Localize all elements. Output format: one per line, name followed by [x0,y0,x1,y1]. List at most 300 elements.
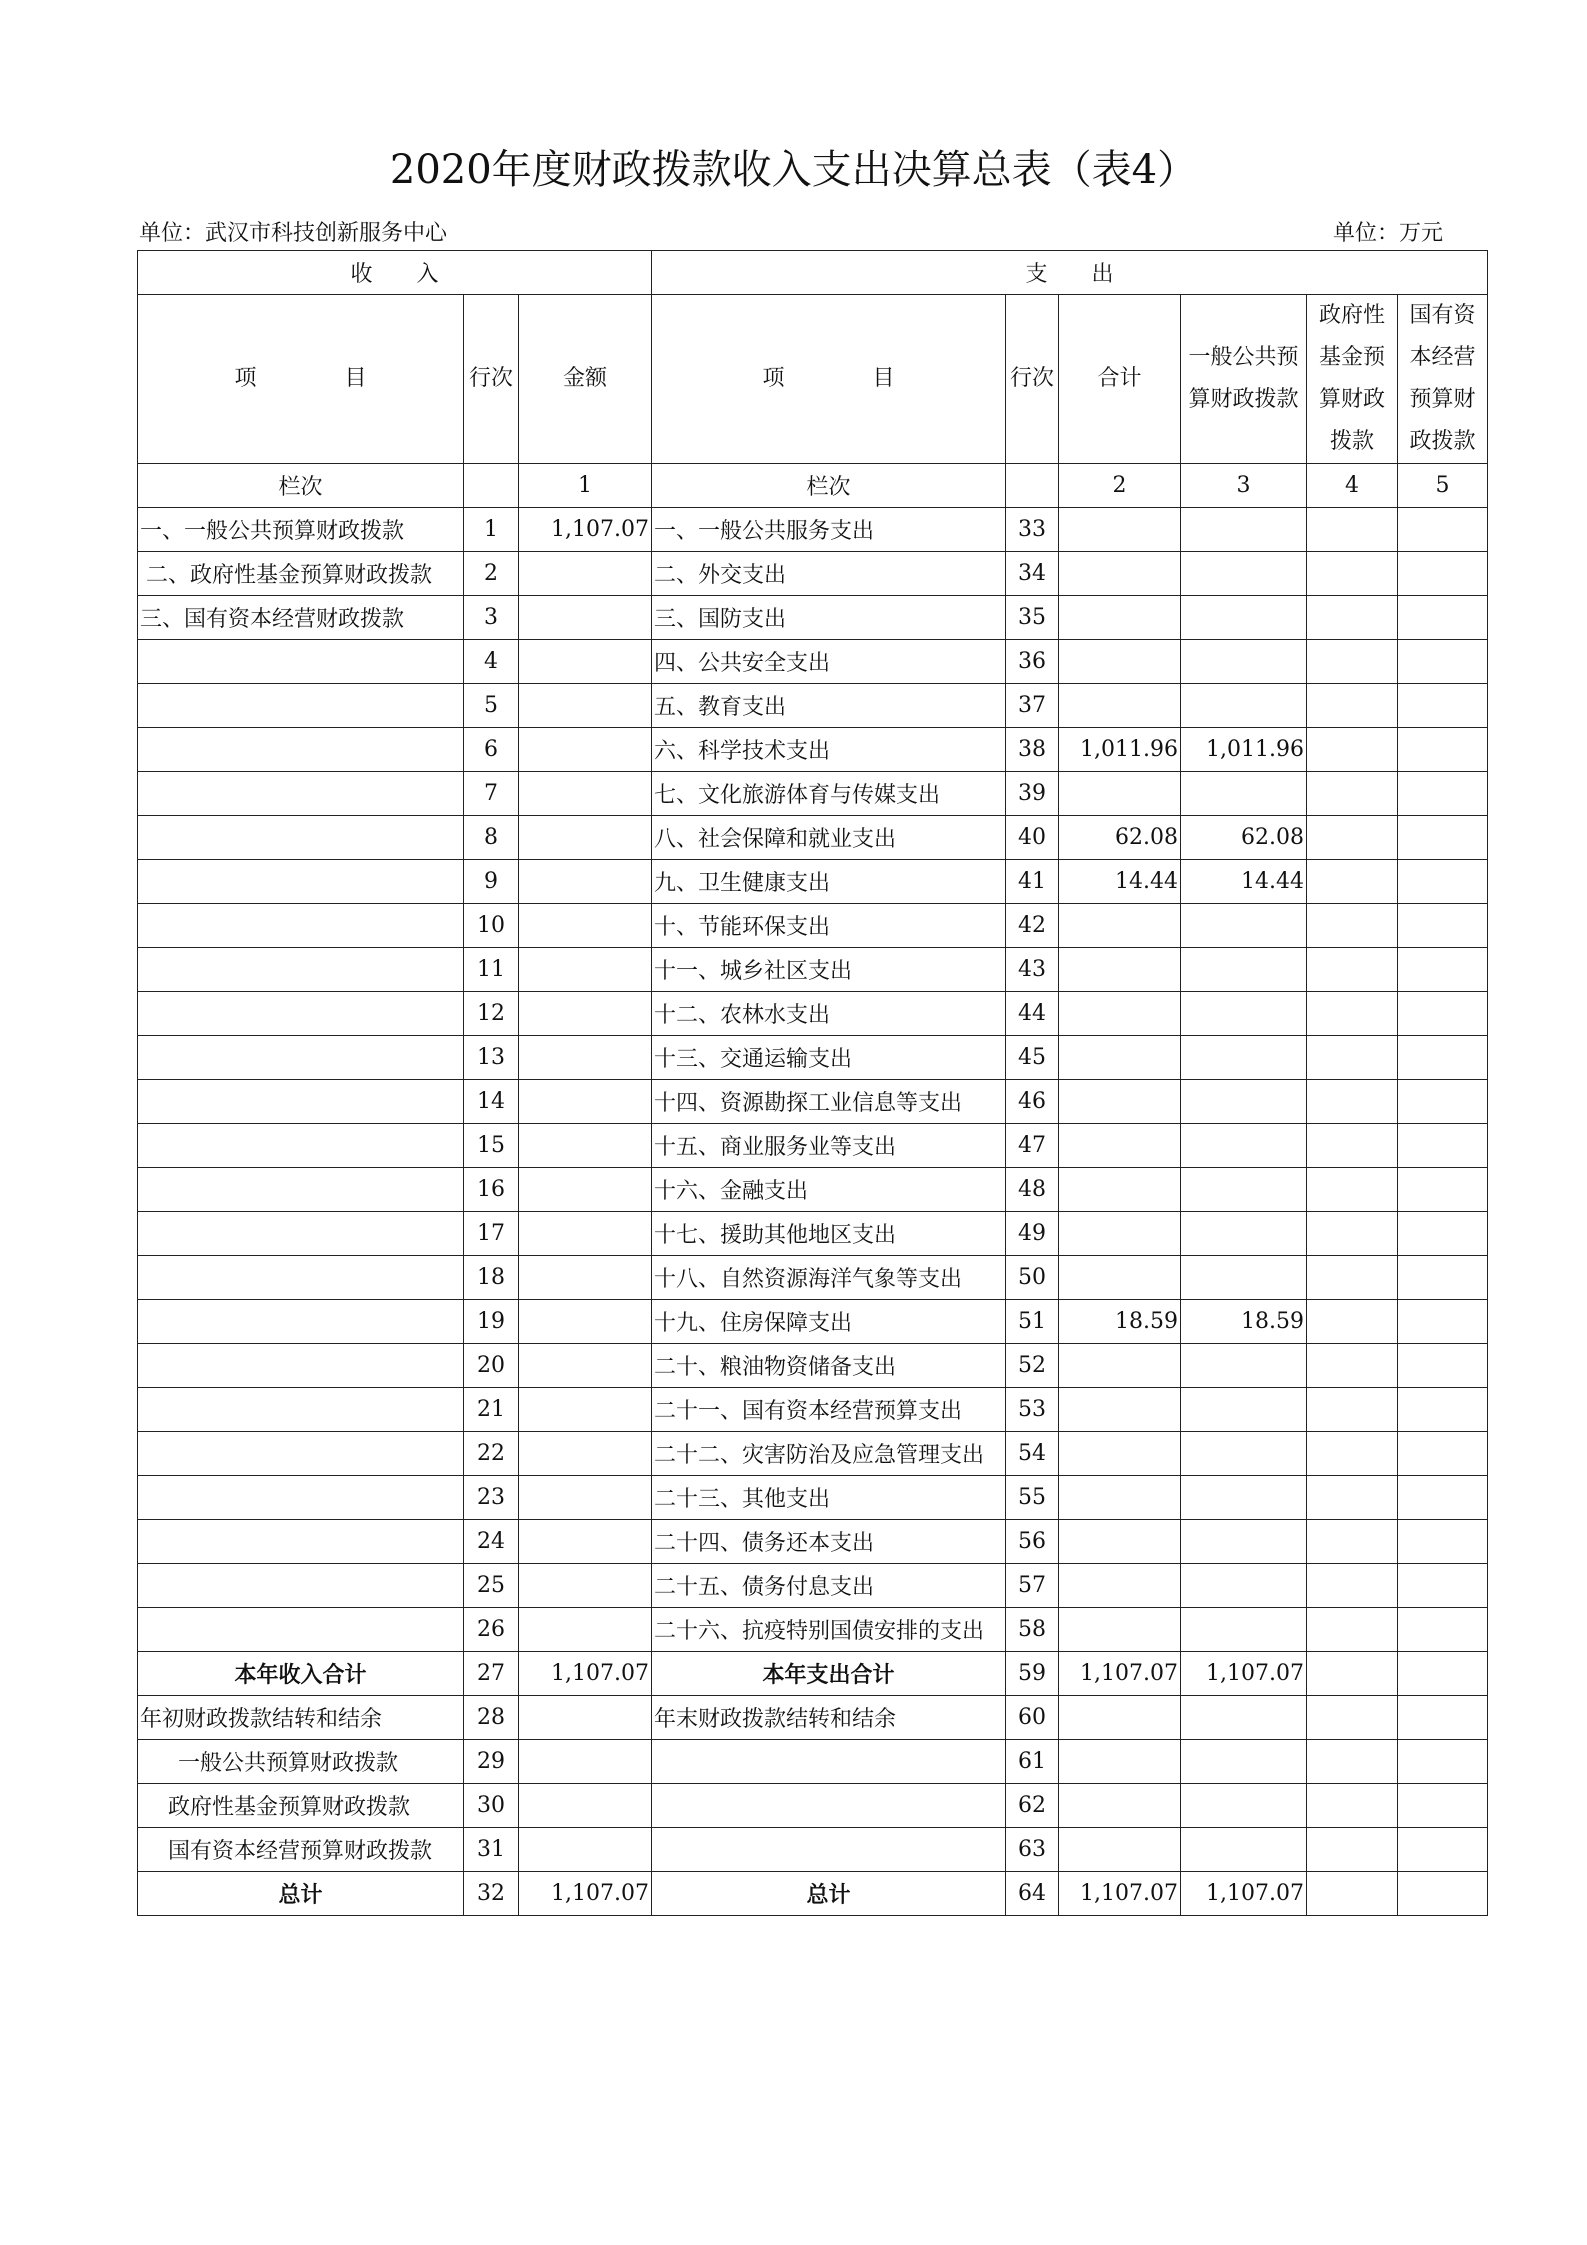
gov-fund-amount [1307,1696,1398,1740]
expense-section-header: 支 出 [652,251,1488,295]
gov-fund-amount [1307,1476,1398,1520]
income-item [138,1432,464,1476]
general-budget-amount [1181,552,1307,596]
total-amount [1059,1080,1181,1124]
gov-fund-amount [1307,640,1398,684]
col-1: 1 [519,464,652,508]
gov-fund-amount [1307,552,1398,596]
expense-row-no: 44 [1006,992,1059,1036]
general-budget-amount [1181,1520,1307,1564]
general-budget-amount [1181,1036,1307,1080]
gov-fund-amount [1307,948,1398,992]
col-empty [1006,464,1059,508]
income-row-no: 7 [464,772,519,816]
expense-row-no-header: 行次 [1006,295,1059,464]
income-item [138,1476,464,1520]
general-budget-amount: 14.44 [1181,860,1307,904]
expense-item: 二十三、其他支出 [652,1476,1006,1520]
total-amount [1059,640,1181,684]
income-item: 国有资本经营预算财政拨款 [138,1828,464,1872]
general-budget-amount: 62.08 [1181,816,1307,860]
income-amount [519,728,652,772]
col-2: 2 [1059,464,1181,508]
general-budget-amount [1181,1564,1307,1608]
general-budget-amount [1181,1432,1307,1476]
expense-item: 年末财政拨款结转和结余 [652,1696,1006,1740]
expense-row-no: 37 [1006,684,1059,728]
gov-fund-amount [1307,992,1398,1036]
income-row-no: 5 [464,684,519,728]
general-budget-amount [1181,1168,1307,1212]
state-capital-amount [1398,1124,1488,1168]
expense-item: 十九、住房保障支出 [652,1300,1006,1344]
column-index-row [138,464,1488,508]
total-amount: 1,011.96 [1059,728,1181,772]
income-amount [519,684,652,728]
income-row-no: 20 [464,1344,519,1388]
general-budget-amount [1181,1828,1307,1872]
expense-row-no: 33 [1006,508,1059,552]
expense-item: 四、公共安全支出 [652,640,1006,684]
expense-item: 二十、粮油物资储备支出 [652,1344,1006,1388]
expense-item: 十六、金融支出 [652,1168,1006,1212]
gov-fund-amount [1307,816,1398,860]
income-item [138,1564,464,1608]
total-amount [1059,552,1181,596]
expense-row-no: 36 [1006,640,1059,684]
total-amount [1059,508,1181,552]
income-item [138,948,464,992]
income-row-no: 23 [464,1476,519,1520]
expense-row-no: 43 [1006,948,1059,992]
general-budget-amount [1181,640,1307,684]
general-budget-amount [1181,1740,1307,1784]
gov-fund-amount [1307,1300,1398,1344]
income-item: 三、国有资本经营财政拨款 [138,596,464,640]
general-budget-amount: 1,107.07 [1181,1872,1307,1916]
income-amount [519,1256,652,1300]
income-item-header: 项 目 [138,295,464,464]
total-amount [1059,1520,1181,1564]
col-3: 3 [1181,464,1307,508]
table-row [138,1520,1488,1564]
income-item [138,1520,464,1564]
col-empty [464,464,519,508]
state-capital-amount [1398,948,1488,992]
income-row-no: 12 [464,992,519,1036]
gov-fund-header: 政府性基金预算财政拨款 [1307,295,1398,464]
expense-row-no: 50 [1006,1256,1059,1300]
expense-item [652,1740,1006,1784]
expense-item: 十七、援助其他地区支出 [652,1212,1006,1256]
income-item [138,1608,464,1652]
gov-fund-amount [1307,1872,1398,1916]
expense-item: 六、科学技术支出 [652,728,1006,772]
header-row-sections [138,251,1488,295]
table-row [138,860,1488,904]
table-row [138,1036,1488,1080]
state-capital-amount [1398,1872,1488,1916]
state-capital-amount [1398,1300,1488,1344]
income-item [138,772,464,816]
total-amount [1059,1740,1181,1784]
total-amount [1059,904,1181,948]
expense-item: 十五、商业服务业等支出 [652,1124,1006,1168]
income-item: 总计 [138,1872,464,1916]
total-amount [1059,992,1181,1036]
table-row [138,1080,1488,1124]
gov-fund-amount [1307,1080,1398,1124]
total-amount [1059,1608,1181,1652]
income-item [138,1300,464,1344]
expense-item: 十、节能环保支出 [652,904,1006,948]
col-label: 栏次 [138,464,464,508]
expense-row-no: 48 [1006,1168,1059,1212]
income-amount [519,1388,652,1432]
expense-item: 十一、城乡社区支出 [652,948,1006,992]
income-item [138,640,464,684]
table-row [138,1256,1488,1300]
income-item [138,728,464,772]
state-capital-amount [1398,1652,1488,1696]
income-amount [519,1344,652,1388]
state-capital-amount [1398,552,1488,596]
expense-item: 九、卫生健康支出 [652,860,1006,904]
expense-row-no: 39 [1006,772,1059,816]
income-item: 一、一般公共预算财政拨款 [138,508,464,552]
expense-row-no: 41 [1006,860,1059,904]
income-row-no: 32 [464,1872,519,1916]
general-budget-amount [1181,1344,1307,1388]
income-row-no: 16 [464,1168,519,1212]
total-amount [1059,1432,1181,1476]
expense-row-no: 46 [1006,1080,1059,1124]
state-capital-amount [1398,684,1488,728]
table-row [138,1344,1488,1388]
income-item: 二、政府性基金预算财政拨款 [138,552,464,596]
expense-row-no: 34 [1006,552,1059,596]
income-item: 一般公共预算财政拨款 [138,1740,464,1784]
income-row-no: 24 [464,1520,519,1564]
table-row [138,684,1488,728]
income-amount: 1,107.07 [519,1652,652,1696]
income-amount [519,596,652,640]
expense-item [652,1784,1006,1828]
expense-item: 二、外交支出 [652,552,1006,596]
total-amount [1059,1256,1181,1300]
expense-row-no: 64 [1006,1872,1059,1916]
table-row [138,1168,1488,1212]
income-row-no: 26 [464,1608,519,1652]
general-budget-amount [1181,904,1307,948]
general-budget-amount [1181,992,1307,1036]
income-amount: 1,107.07 [519,1872,652,1916]
expense-row-no: 60 [1006,1696,1059,1740]
total-amount [1059,1168,1181,1212]
state-capital-amount [1398,1784,1488,1828]
expense-item: 七、文化旅游体育与传媒支出 [652,772,1006,816]
income-row-no: 6 [464,728,519,772]
expense-item: 二十一、国有资本经营预算支出 [652,1388,1006,1432]
table-row [138,1872,1488,1916]
income-amount [519,552,652,596]
state-capital-amount [1398,508,1488,552]
expense-row-no: 49 [1006,1212,1059,1256]
income-amount [519,816,652,860]
table-row [138,1740,1488,1784]
expense-item: 十三、交通运输支出 [652,1036,1006,1080]
total-amount: 1,107.07 [1059,1652,1181,1696]
gov-fund-amount [1307,1652,1398,1696]
expense-row-no: 59 [1006,1652,1059,1696]
expense-row-no: 35 [1006,596,1059,640]
income-row-no: 11 [464,948,519,992]
general-budget-amount [1181,596,1307,640]
expense-item-header: 项 目 [652,295,1006,464]
income-item [138,1168,464,1212]
total-amount: 1,107.07 [1059,1872,1181,1916]
state-capital-amount [1398,772,1488,816]
gov-fund-amount [1307,1520,1398,1564]
expense-item: 十八、自然资源海洋气象等支出 [652,1256,1006,1300]
state-capital-amount [1398,1212,1488,1256]
expense-item: 本年支出合计 [652,1652,1006,1696]
gov-fund-amount [1307,1828,1398,1872]
income-row-no: 25 [464,1564,519,1608]
table-row [138,1784,1488,1828]
col-5: 5 [1398,464,1488,508]
income-amount [519,1696,652,1740]
income-amount [519,948,652,992]
total-amount: 14.44 [1059,860,1181,904]
state-capital-amount [1398,596,1488,640]
general-budget-amount [1181,508,1307,552]
general-budget-amount [1181,1696,1307,1740]
gov-fund-amount [1307,1432,1398,1476]
gov-fund-amount [1307,1256,1398,1300]
income-amount [519,1520,652,1564]
gov-fund-amount [1307,1168,1398,1212]
income-row-no: 21 [464,1388,519,1432]
expense-item: 八、社会保障和就业支出 [652,816,1006,860]
income-row-no: 19 [464,1300,519,1344]
income-row-no: 29 [464,1740,519,1784]
table-row [138,508,1488,552]
general-budget-amount: 1,011.96 [1181,728,1307,772]
income-amount [519,1036,652,1080]
income-row-no: 9 [464,860,519,904]
gov-fund-amount [1307,728,1398,772]
total-amount [1059,1828,1181,1872]
total-amount: 62.08 [1059,816,1181,860]
income-item [138,1212,464,1256]
income-row-no: 14 [464,1080,519,1124]
general-budget-header: 一般公共预算财政拨款 [1181,295,1307,464]
table-row [138,640,1488,684]
general-budget-amount [1181,1784,1307,1828]
table-row [138,1476,1488,1520]
income-item [138,1388,464,1432]
expense-item: 二十四、债务还本支出 [652,1520,1006,1564]
income-amount [519,1300,652,1344]
income-item [138,816,464,860]
gov-fund-amount [1307,772,1398,816]
total-amount [1059,596,1181,640]
gov-fund-amount [1307,508,1398,552]
general-budget-amount [1181,1256,1307,1300]
income-amount [519,1828,652,1872]
income-amount [519,1608,652,1652]
state-capital-amount [1398,1740,1488,1784]
income-amount [519,1476,652,1520]
table-row [138,904,1488,948]
income-row-no: 8 [464,816,519,860]
total-amount [1059,1212,1181,1256]
page-title: 2020年度财政拨款收入支出决算总表（表4） [389,147,1198,193]
expense-row-no: 51 [1006,1300,1059,1344]
general-budget-amount [1181,772,1307,816]
state-capital-amount [1398,1036,1488,1080]
total-amount [1059,1476,1181,1520]
expense-item: 总计 [652,1872,1006,1916]
state-capital-amount [1398,904,1488,948]
table-row [138,1564,1488,1608]
expense-row-no: 57 [1006,1564,1059,1608]
state-capital-amount [1398,1344,1488,1388]
general-budget-amount [1181,1080,1307,1124]
income-item [138,1036,464,1080]
expense-row-no: 52 [1006,1344,1059,1388]
general-budget-amount [1181,1212,1307,1256]
table-row [138,1828,1488,1872]
gov-fund-amount [1307,860,1398,904]
income-item [138,860,464,904]
income-row-no: 4 [464,640,519,684]
general-budget-amount [1181,1608,1307,1652]
total-header: 合计 [1059,295,1181,464]
income-row-no: 28 [464,1696,519,1740]
income-item [138,904,464,948]
income-row-no: 17 [464,1212,519,1256]
income-item [138,684,464,728]
expense-item: 五、教育支出 [652,684,1006,728]
income-amount [519,1168,652,1212]
expense-row-no: 58 [1006,1608,1059,1652]
income-row-no: 31 [464,1828,519,1872]
income-row-no: 30 [464,1784,519,1828]
expense-item: 十二、农林水支出 [652,992,1006,1036]
gov-fund-amount [1307,904,1398,948]
expense-item: 二十二、灾害防治及应急管理支出 [652,1432,1006,1476]
general-budget-amount: 1,107.07 [1181,1652,1307,1696]
table-row [138,1388,1488,1432]
expense-row-no: 53 [1006,1388,1059,1432]
expense-item: 一、一般公共服务支出 [652,508,1006,552]
total-amount [1059,1344,1181,1388]
total-amount [1059,1036,1181,1080]
state-capital-amount [1398,860,1488,904]
table-row [138,1696,1488,1740]
general-budget-amount [1181,1124,1307,1168]
table-row [138,1652,1488,1696]
gov-fund-amount [1307,1608,1398,1652]
expense-item: 二十五、债务付息支出 [652,1564,1006,1608]
table-row [138,1300,1488,1344]
income-amount [519,992,652,1036]
expense-row-no: 45 [1006,1036,1059,1080]
state-capital-amount [1398,1168,1488,1212]
col-label: 栏次 [652,464,1006,508]
col-4: 4 [1307,464,1398,508]
state-capital-amount [1398,1564,1488,1608]
expense-item: 十四、资源勘探工业信息等支出 [652,1080,1006,1124]
income-amount [519,904,652,948]
income-row-no: 10 [464,904,519,948]
income-row-no: 15 [464,1124,519,1168]
state-capital-amount [1398,1080,1488,1124]
income-row-no: 27 [464,1652,519,1696]
state-capital-amount [1398,992,1488,1036]
table-row [138,728,1488,772]
income-amount [519,1124,652,1168]
header-row-columns [138,295,1488,464]
income-amount [519,1432,652,1476]
income-amount [519,1784,652,1828]
table-row [138,992,1488,1036]
gov-fund-amount [1307,1036,1398,1080]
total-amount [1059,948,1181,992]
income-item: 政府性基金预算财政拨款 [138,1784,464,1828]
income-item: 本年收入合计 [138,1652,464,1696]
total-amount [1059,1124,1181,1168]
state-capital-header: 国有资本经营预算财政拨款 [1398,295,1488,464]
state-capital-amount [1398,1256,1488,1300]
state-capital-amount [1398,1828,1488,1872]
income-section-header: 收 入 [138,251,652,295]
state-capital-amount [1398,816,1488,860]
table-row [138,1608,1488,1652]
general-budget-amount [1181,948,1307,992]
table-row [138,816,1488,860]
state-capital-amount [1398,728,1488,772]
gov-fund-amount [1307,1344,1398,1388]
gov-fund-amount [1307,1740,1398,1784]
table-row [138,596,1488,640]
total-amount [1059,1696,1181,1740]
state-capital-amount [1398,1696,1488,1740]
expense-row-no: 61 [1006,1740,1059,1784]
expense-row-no: 40 [1006,816,1059,860]
income-item [138,992,464,1036]
state-capital-amount [1398,1476,1488,1520]
expense-row-no: 38 [1006,728,1059,772]
income-item [138,1256,464,1300]
income-amount [519,1080,652,1124]
table-row [138,552,1488,596]
table-row [138,948,1488,992]
general-budget-amount [1181,1476,1307,1520]
income-amount [519,1740,652,1784]
state-capital-amount [1398,1432,1488,1476]
gov-fund-amount [1307,1784,1398,1828]
expense-row-no: 55 [1006,1476,1059,1520]
state-capital-amount [1398,1520,1488,1564]
expense-row-no: 56 [1006,1520,1059,1564]
gov-fund-amount [1307,1564,1398,1608]
expense-row-no: 62 [1006,1784,1059,1828]
state-capital-amount [1398,640,1488,684]
income-amount [519,1212,652,1256]
